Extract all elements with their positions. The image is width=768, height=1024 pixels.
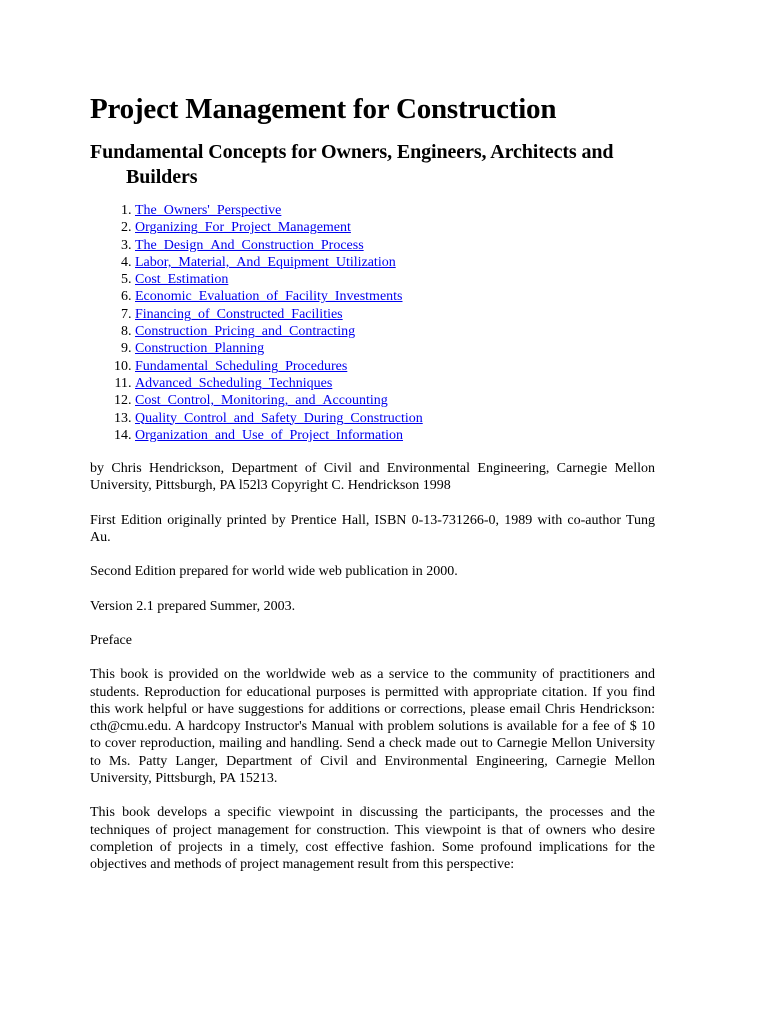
toc-item [135, 427, 655, 444]
page-subtitle: Fundamental Concepts for Owners, Engineers, Architects and Builders [90, 141, 614, 188]
toc-item [135, 323, 655, 340]
toc-link-owners-perspective[interactable]: The_Owners'_Perspective [135, 203, 282, 218]
toc-item [135, 202, 655, 219]
toc-link-quality-safety[interactable]: Quality_Control_and_Safety_During_Construction [135, 410, 423, 426]
toc-item [135, 237, 655, 254]
toc-link-project-information[interactable]: Organization_and_Use_of_Project_Information [135, 427, 404, 443]
toc-item [135, 288, 655, 305]
preface-paragraph-1: This book is provided on the worldwide web as a service to the community of practitioners and students. Reproduction for educational purposes is permitted with appropriate citation. If you find this work helpful or have suggestions for additions or corrections, please email Chris Hendrickson: cth@cmu.edu. A hardcopy Instructor's Manual with problem solutions is available for a fee of $ 10 to cover reproduction, mailing and handling. Send a check made out to Carnegie Mellon University to Ms. Patty Langer, Department of Civil and Environmental Engineering, Carnegie Mellon University, Pittsburgh, PA 15213. [90, 667, 655, 787]
page-title: Project Management for Construction [90, 93, 557, 125]
toc-item [135, 375, 655, 392]
second-edition-note: Second Edition prepared for world wide web publication in 2000. [90, 564, 458, 580]
preface-paragraph-2: This book develops a specific viewpoint in discussing the participants, the processes and the techniques of project management for construction. This viewpoint is that of owners who desire completion of projects in a timely, cost effective fashion. Some profound implications for the objectives and methods of project management result from this perspective: [90, 805, 655, 873]
toc-link-organizing[interactable]: Organizing_For_Project_Management [135, 220, 351, 236]
toc-link-pricing-contracting[interactable]: Construction_Pricing_and_Contracting [135, 324, 356, 340]
toc-item [135, 219, 655, 236]
toc-item [135, 410, 655, 427]
toc-link-advanced-scheduling[interactable]: Advanced_Scheduling_Techniques [135, 375, 333, 391]
toc-link-design-construction[interactable]: The_Design_And_Construction_Process [135, 237, 364, 253]
toc-item [135, 306, 655, 323]
toc-item [135, 271, 655, 288]
toc-link-financing[interactable]: Financing_of_Constructed_Facilities [135, 306, 343, 322]
toc-link-labor-material[interactable]: Labor,_Material,_And_Equipment_Utilization [135, 254, 396, 270]
toc-link-cost-control[interactable]: Cost_Control,_Monitoring,_and_Accounting [135, 393, 388, 409]
toc-item [135, 340, 655, 357]
toc-item [135, 392, 655, 409]
toc-link-cost-estimation[interactable]: Cost_Estimation [135, 272, 229, 288]
first-edition-note: First Edition originally printed by Prentice Hall, ISBN 0-13-731266-0, 1989 with co-author Tung Au. [90, 512, 655, 546]
toc-item [135, 254, 655, 271]
preface-heading: Preface [90, 632, 132, 648]
toc-link-economic-evaluation[interactable]: Economic_Evaluation_of_Facility_Investments [135, 289, 403, 305]
toc-link-construction-planning[interactable]: Construction_Planning [135, 341, 265, 357]
author-credit: by Chris Hendrickson, Department of Civil and Environmental Engineering, Carnegie Mellon University, Pittsburgh, PA l52l3 Copyright C. Hendrickson 1998 [90, 461, 655, 494]
table-of-contents [90, 202, 655, 444]
toc-item [135, 358, 655, 375]
version-note: Version 2.1 prepared Summer, 2003. [90, 598, 296, 614]
toc-link-fundamental-scheduling[interactable]: Fundamental_Scheduling_Procedures [135, 358, 348, 374]
